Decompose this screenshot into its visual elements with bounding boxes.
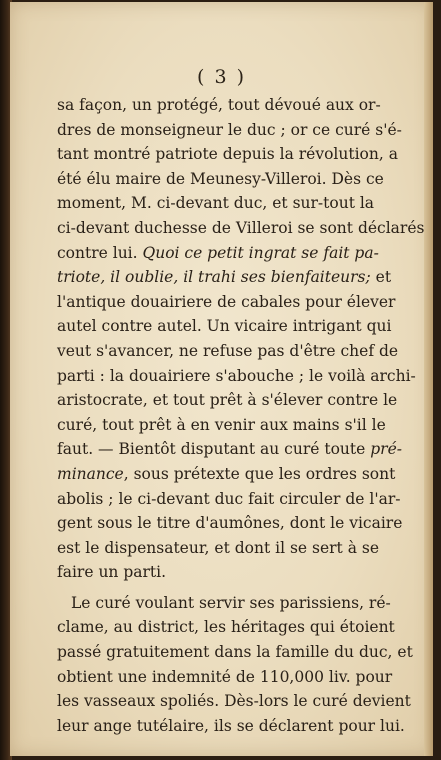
text-line [57,216,425,241]
italic-text: minance [57,464,124,483]
text-line [57,118,402,143]
text-line [57,714,405,739]
italic-text: pré- [370,440,402,459]
text-line [57,93,381,118]
text-line [57,191,375,216]
text-segment: et [370,268,392,287]
text-line [57,265,392,290]
book-page [10,2,433,756]
text-segment: clame, au district, les héritages qui étoient [57,618,395,637]
text-line [57,290,396,315]
text-segment: , sous prétexte que les ordres sont [123,464,396,483]
text-line [57,339,399,364]
text-segment: les vasseaux spoliés. Dès-lors le curé devient [57,692,411,711]
text-line [57,413,386,438]
italic-text: Quoi ce petit ingrat se fait pa- [142,243,379,262]
text-line [57,536,379,561]
text-line [57,388,398,413]
page-number: ( 3 ) [197,66,246,88]
text-segment: dres de monseigneur le duc ; or ce curé s'é- [57,120,402,139]
text-segment: parti : la douairiere s'abouche ; le voilà archi- [57,366,416,385]
text-line [57,615,395,640]
paragraph [57,93,425,585]
text-segment: est le dispensateur, et dont il se sert à se [57,538,379,557]
text-segment: Le curé voulant servir ses parissiens, ré- [71,593,391,612]
text-line [57,689,411,714]
text-line [57,560,357,585]
paragraph [57,591,413,739]
text-segment: été élu maire de Meunesy-Villeroi. Dès ce [57,169,384,188]
text-segment: l'antique douairiere de cabales pour élever [57,292,396,311]
text-line [57,462,396,487]
text-segment: moment, M. ci-devant duc, et sur-tout la [57,194,375,213]
text-line [57,437,402,462]
italic-text: triote, il oublie, il trahi ses bienfaiteurs; [57,268,371,287]
text-line [57,364,416,389]
text-segment: tant montré patriote depuis la révolution, a [57,145,398,164]
body-text [57,93,425,738]
text-segment: faire un parti. [57,563,167,582]
text-line [57,665,393,690]
text-line [57,511,403,536]
text-segment: gent sous le titre d'aumônes, dont le vicaire [57,514,403,533]
text-segment: autel contre autel. Un vicaire intrigant qui [57,317,392,336]
text-line [57,142,398,167]
text-segment: obtient une indemnité de 110,000 liv. pour [57,667,393,686]
text-line [57,640,413,665]
text-segment: ci-devant duchesse de Villeroi se sont déclarés [57,218,425,237]
text-segment: leur ange tutélaire, ils se déclarent pour lui. [57,716,405,735]
text-segment: sa façon, un protégé, tout dévoué aux or- [57,96,381,114]
text-segment: passé gratuitement dans la famille du duc, et [57,643,413,662]
page-edge [424,2,433,756]
text-segment: abolis ; le ci-devant duc fait circuler de l'ar- [57,489,401,508]
text-segment: faut. — Bientôt disputant au curé toute [57,440,371,459]
text-segment: curé, tout prêt à en venir aux mains s'il le [57,415,386,434]
text-line [57,314,392,339]
text-line [57,487,401,512]
text-segment: aristocrate, et tout prêt à s'élever contre le [57,391,398,410]
text-line [57,241,379,266]
text-line [57,167,384,192]
text-segment: contre lui. [57,243,143,262]
text-line [57,591,391,616]
text-segment: veut s'avancer, ne refuse pas d'être chef de [57,341,399,360]
